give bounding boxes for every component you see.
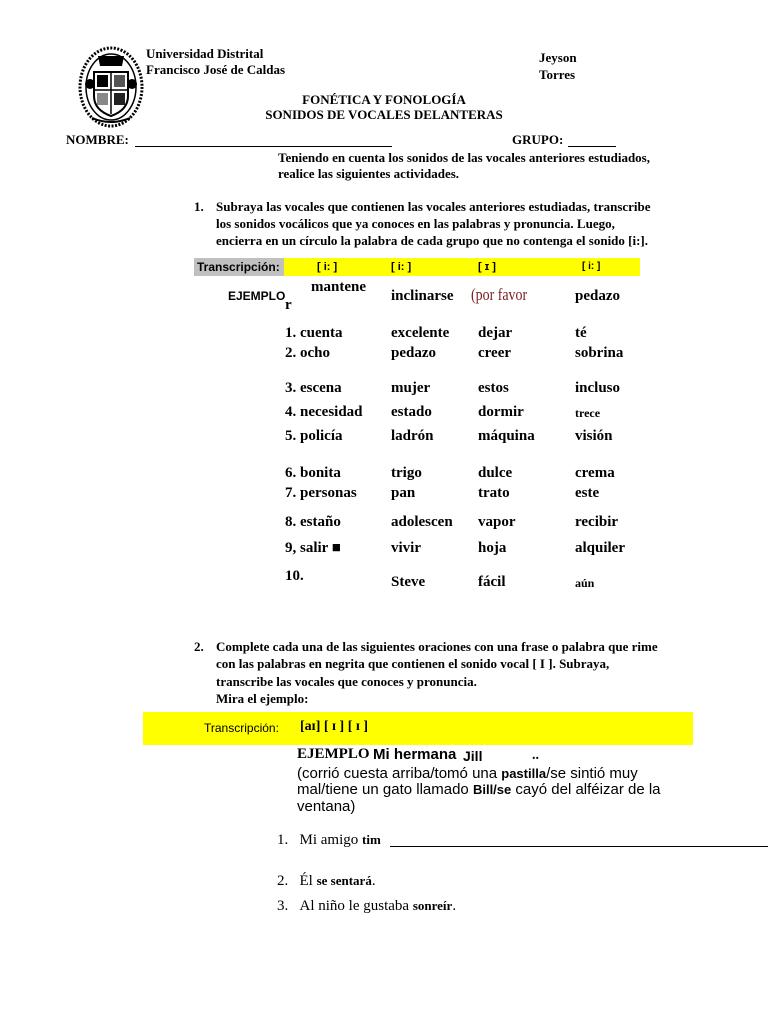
- options-text: (corrió cuesta arriba/tomó una: [297, 765, 502, 782]
- word-cell[interactable]: trato: [478, 485, 510, 501]
- options-text: cayó del alféizar de la: [511, 781, 661, 798]
- activity2-instruction-line: con las palabras en negrita que contienen el sonido vocal [ I ]. Subraya,: [216, 656, 610, 671]
- word-cell[interactable]: creer: [478, 345, 512, 361]
- word-cell[interactable]: estos: [478, 380, 509, 396]
- word-cell[interactable]: pedazo: [391, 345, 436, 361]
- example-label: EJEMPLO: [228, 289, 286, 303]
- word-cell[interactable]: 2. ocho: [285, 345, 330, 361]
- activity2-number: 2.: [194, 639, 204, 654]
- document-subtitle: SONIDOS DE VOCALES DELANTERAS: [265, 107, 503, 122]
- activity1-instruction-line: Subraya las vocales que contienen las vocales anteriores estudiadas, transcribe: [216, 199, 651, 214]
- activity2-instruction-line: Mira el ejemplo:: [216, 691, 309, 706]
- activity1-instruction-line: encierra en un círculo la palabra de cada grupo que no contenga el sonido [i:].: [216, 233, 649, 248]
- word-cell[interactable]: sobrina: [575, 345, 624, 361]
- ipa-header-col3: [ ɪ ]: [478, 261, 496, 273]
- activity2-instruction-line: Complete cada una de las siguientes oraciones con una frase o palabra que rime: [216, 639, 658, 654]
- sentence-number: 2.: [277, 873, 289, 889]
- sentence-number: 1.: [277, 832, 289, 848]
- activity1-instruction-line: los sonidos vocálicos que ya conoces en las palabras y pronuncia. Luego,: [216, 216, 615, 231]
- transcription-label: Transcripción:: [194, 258, 284, 276]
- ipa-header-col4: [ i: ]: [582, 261, 601, 272]
- word-cell[interactable]: té: [575, 325, 587, 341]
- sentence-number: 3.: [277, 898, 289, 914]
- name-blank-line[interactable]: [135, 146, 392, 147]
- example-rhyme-name: Jill: [463, 748, 483, 764]
- word-cell[interactable]: alquiler: [575, 540, 626, 556]
- word-cell[interactable]: estado: [391, 404, 432, 420]
- sentence-text: Mi amigo: [299, 832, 362, 848]
- document-title: FONÉTICA Y FONOLOGÍA: [302, 92, 466, 107]
- sentence-item-1: [277, 832, 381, 849]
- word-cell[interactable]: dejar: [478, 325, 513, 341]
- options-text: /se sintió muy: [546, 765, 638, 782]
- intro-text-line1: Teniendo en cuenta los sonidos de las vocales anteriores estudiados,: [278, 150, 650, 165]
- word-cell[interactable]: 5. policía: [285, 428, 343, 444]
- example-word-col1-end: r: [285, 297, 292, 313]
- activity1-number: 1.: [194, 199, 204, 214]
- university-name-line1: Universidad Distrital: [146, 46, 264, 61]
- example-sentence: Mi hermana: [373, 746, 457, 763]
- options-line3: ventana): [297, 798, 356, 815]
- word-cell[interactable]: máquina: [478, 428, 535, 444]
- word-cell[interactable]: aún: [575, 576, 595, 590]
- options-line1: [297, 765, 638, 782]
- word-cell[interactable]: 10.: [285, 568, 304, 584]
- example-word-col4[interactable]: pedazo: [575, 288, 620, 304]
- sentence-keyword: se sentará: [316, 873, 372, 888]
- transcription-ipa-2: [aɪ] [ ɪ ] [ ɪ ]: [300, 719, 369, 734]
- sentence-item-3: [277, 898, 456, 915]
- options-text: mal/tiene un gato llamado: [297, 781, 473, 798]
- ipa-header-col1: [ i: ]: [317, 261, 338, 273]
- word-cell[interactable]: fácil: [478, 574, 506, 590]
- options-keyword: Bill/se: [472, 782, 512, 797]
- word-cell[interactable]: 8. estaño: [285, 514, 341, 530]
- word-cell[interactable]: 3. escena: [285, 380, 342, 396]
- word-cell[interactable]: trigo: [391, 465, 422, 481]
- sentence-item-2: [277, 873, 376, 890]
- word-cell[interactable]: mujer: [391, 380, 431, 396]
- example-label-2: EJEMPLO: [297, 746, 370, 762]
- word-cell[interactable]: ladrón: [391, 428, 434, 444]
- word-cell[interactable]: este: [575, 485, 600, 501]
- word-cell[interactable]: hoja: [478, 540, 507, 556]
- word-cell[interactable]: 9, salir ■: [285, 540, 341, 556]
- sentence-text: Él: [299, 873, 317, 889]
- word-cell[interactable]: visión: [575, 428, 613, 444]
- word-cell[interactable]: 4. necesidad: [285, 404, 363, 420]
- word-cell[interactable]: pan: [391, 485, 416, 501]
- word-cell[interactable]: incluso: [575, 380, 621, 396]
- author-last-name: Torres: [539, 67, 576, 82]
- word-cell[interactable]: 1. cuenta: [285, 325, 343, 341]
- options-line2: [297, 781, 661, 798]
- example-dots: ..: [532, 748, 539, 763]
- ipa-header-col2: [ i: ]: [391, 261, 412, 273]
- word-cell[interactable]: Steve: [391, 574, 426, 590]
- author-first-name: Jeyson: [539, 50, 577, 65]
- name-label: NOMBRE:: [66, 132, 129, 147]
- word-cell[interactable]: trece: [575, 406, 601, 420]
- options-keyword: pastilla: [501, 766, 547, 781]
- word-cell[interactable]: 7. personas: [285, 485, 357, 501]
- group-blank-line[interactable]: [568, 146, 616, 147]
- university-name-line2: Francisco José de Caldas: [146, 62, 286, 77]
- example-word-col1[interactable]: mantene: [311, 279, 366, 295]
- sentence-end: .: [452, 898, 457, 914]
- activity2-instruction-line: transcribe las vocales que conoces y pronuncia.: [216, 674, 477, 689]
- transcription-label-2: Transcripción:: [204, 721, 279, 735]
- word-cell[interactable]: crema: [575, 465, 615, 481]
- word-cell[interactable]: dulce: [478, 465, 513, 481]
- word-cell[interactable]: recibir: [575, 514, 619, 530]
- sentence-keyword: tim: [362, 832, 381, 847]
- sentence-keyword: sonreír: [412, 898, 453, 913]
- word-cell[interactable]: dormir: [478, 404, 524, 420]
- word-cell[interactable]: adolescen: [391, 514, 453, 530]
- sentence-end: .: [371, 873, 376, 889]
- word-cell[interactable]: vivir: [391, 540, 421, 556]
- word-cell[interactable]: 6. bonita: [285, 465, 341, 481]
- word-cell[interactable]: vapor: [478, 514, 516, 530]
- example-word-col2[interactable]: inclinarse: [391, 288, 454, 304]
- sentence-text: Al niño le gustaba: [299, 898, 413, 914]
- sentence-1-answer-line[interactable]: [390, 846, 768, 847]
- example-word-col3-circled[interactable]: (por favor: [471, 285, 528, 304]
- group-label: GRUPO:: [512, 132, 564, 147]
- intro-text-line2: realice las siguientes actividades.: [278, 166, 460, 181]
- word-cell[interactable]: excelente: [391, 325, 450, 341]
